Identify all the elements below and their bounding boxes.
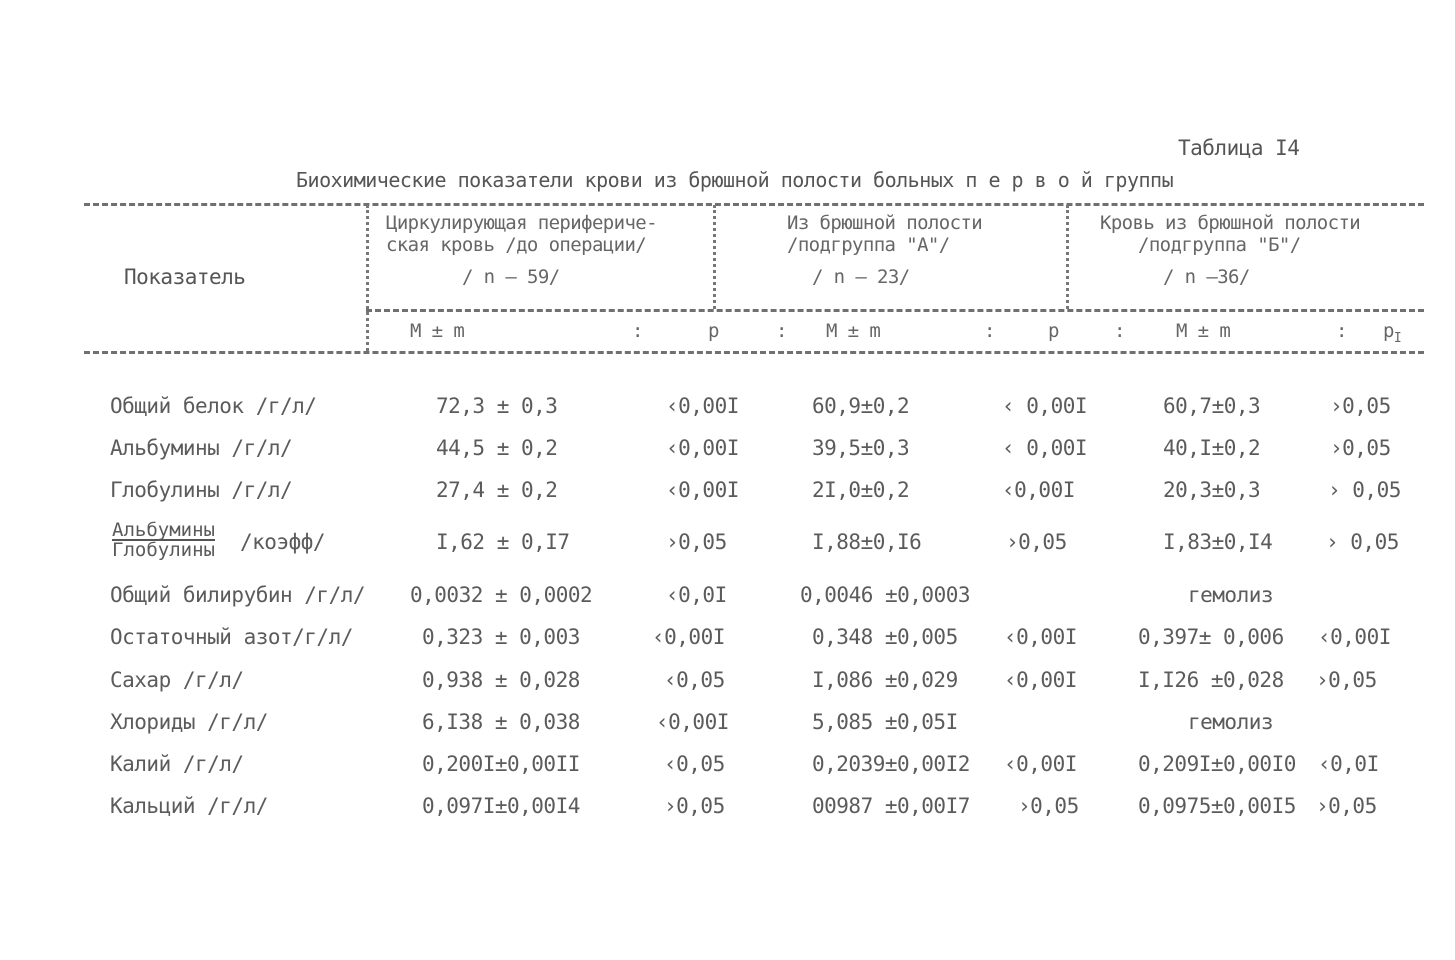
row-3-p3: › 0,05 — [1328, 478, 1401, 502]
row-10-p1: ›0,05 — [664, 794, 725, 818]
row-4-g1: I,62 ± 0,I7 — [436, 530, 570, 554]
row-6-name: Остаточный азот/г/л/ — [110, 625, 353, 649]
row-9-p1: ‹0,05 — [664, 752, 725, 776]
row-7-g3: I,I26 ±0,028 — [1138, 668, 1284, 692]
row-6-p3: ‹0,00I — [1318, 625, 1391, 649]
header-divider-1 — [366, 205, 369, 351]
subheader-sep-4: : — [1114, 320, 1125, 342]
row-6-g3: 0,397± 0,006 — [1138, 625, 1284, 649]
row-9-name: Калий /г/л/ — [110, 752, 244, 776]
row-7-p2: ‹0,00I — [1004, 668, 1077, 692]
row-3-g1: 27,4 ± 0,2 — [436, 478, 558, 502]
row-9-g3: 0,209I±0,00I0 — [1138, 752, 1296, 776]
row-7-g1: 0,938 ± 0,028 — [422, 668, 580, 692]
header-indicator: Показатель — [124, 265, 246, 289]
header-group-2-line2: /подгруппа "А"/ — [787, 234, 950, 256]
row-10-g3: 0,0975±0,00I5 — [1138, 794, 1296, 818]
row-8-g2: 5,085 ±0,05I — [812, 710, 958, 734]
row-1-p2: ‹ 0,00I — [1002, 394, 1088, 418]
row-9-g1: 0,200I±0,00II — [422, 752, 580, 776]
row-5-g2: 0,0046 ±0,0003 — [800, 583, 971, 607]
row-9-g2: 0,2039±0,00I2 — [812, 752, 970, 776]
row-4-name-tail: /коэфф/ — [240, 530, 326, 554]
row-2-p2: ‹ 0,00I — [1002, 436, 1088, 460]
table-title: Биохимические показатели крови из брюшной полости больных п е р в о й группы — [296, 168, 1174, 192]
subheader-p-2: p — [1048, 320, 1059, 342]
row-3-g3: 20,3±0,3 — [1163, 478, 1261, 502]
row-5-name: Общий билирубин /г/л/ — [110, 583, 366, 607]
row-10-p2: ›0,05 — [1018, 794, 1079, 818]
row-7-p1: ‹0,05 — [664, 668, 725, 692]
row-5-p1: ‹0,0I — [666, 583, 727, 607]
header-group-1-n: / n – 59/ — [462, 266, 560, 288]
row-2-g2: 39,5±0,3 — [812, 436, 910, 460]
row-1-p3: ›0,05 — [1330, 394, 1391, 418]
header-group-3-line1: Кровь из брюшной полости — [1100, 212, 1361, 234]
row-2-g3: 40,I±0,2 — [1163, 436, 1261, 460]
row-10-name: Кальций /г/л/ — [110, 794, 268, 818]
header-group-2-n: / n – 23/ — [812, 266, 910, 288]
row-6-g2: 0,348 ±0,005 — [812, 625, 958, 649]
table-label: Таблица I4 — [1178, 136, 1300, 160]
header-bottom-rule — [84, 351, 1424, 354]
header-group-1-line1: Циркулирующая периферичe- — [386, 212, 657, 234]
row-1-g2: 60,9±0,2 — [812, 394, 910, 418]
row-8-p1: ‹0,00I — [656, 710, 729, 734]
row-1-p1: ‹0,00I — [666, 394, 739, 418]
header-group-3-n: / n –36/ — [1163, 266, 1250, 288]
subheader-mm-1: М ± m — [410, 320, 465, 342]
row-4-name-fraction — [112, 521, 215, 559]
row-7-g2: I,086 ±0,029 — [812, 668, 958, 692]
header-group-3-line2: /подгруппа "Б"/ — [1138, 234, 1301, 256]
row-4-p2: ›0,05 — [1006, 530, 1067, 554]
row-4-name-numerator: Альбумины — [112, 519, 215, 541]
row-6-p1: ‹0,00I — [652, 625, 725, 649]
row-3-p1: ‹0,00I — [666, 478, 739, 502]
row-1-g1: 72,3 ± 0,3 — [436, 394, 558, 418]
row-7-p3: ›0,05 — [1316, 668, 1377, 692]
row-8-g1: 6,I38 ± 0,038 — [422, 710, 580, 734]
row-3-name: Глобулины /г/л/ — [110, 478, 293, 502]
row-2-g1: 44,5 ± 0,2 — [436, 436, 558, 460]
row-4-g2: I,88±0,I6 — [812, 530, 922, 554]
row-7-name: Сахар /г/л/ — [110, 668, 244, 692]
subheader-p-1: p — [708, 320, 719, 342]
row-4-p3: › 0,05 — [1326, 530, 1399, 554]
row-1-g3: 60,7±0,3 — [1163, 394, 1261, 418]
row-6-p2: ‹0,00I — [1004, 625, 1077, 649]
row-10-p3: ›0,05 — [1316, 794, 1377, 818]
subheader-p1-sub: I — [1393, 330, 1402, 346]
subheader-p1 — [1383, 320, 1401, 350]
subheader-sep-5: : — [1336, 320, 1347, 342]
subheader-mm-3: М ± m — [1176, 320, 1231, 342]
header-group-2-line1: Из брюшной полости — [787, 212, 983, 234]
row-5-g1: 0,0032 ± 0,0002 — [410, 583, 593, 607]
row-10-g1: 0,097I±0,00I4 — [422, 794, 580, 818]
row-3-g2: 2I,0±0,2 — [812, 478, 910, 502]
row-5-g3: гемолиз — [1188, 583, 1274, 607]
row-8-name: Хлориды /г/л/ — [110, 710, 268, 734]
subheader-sep-3: : — [984, 320, 995, 342]
row-8-g3: гемолиз — [1188, 710, 1274, 734]
subheader-mm-2: М ± m — [826, 320, 881, 342]
row-10-g2: 00987 ±0,00I7 — [812, 794, 970, 818]
header-top-rule — [84, 203, 1424, 206]
row-4-name-denominator: Глобулины — [112, 539, 215, 561]
row-2-p1: ‹0,00I — [666, 436, 739, 460]
subheader-sep-1: : — [632, 320, 643, 342]
row-4-g3: I,83±0,I4 — [1163, 530, 1273, 554]
row-6-g1: 0,323 ± 0,003 — [422, 625, 580, 649]
header-mid-rule — [366, 309, 1424, 312]
row-9-p2: ‹0,00I — [1004, 752, 1077, 776]
row-1-name: Общий белок /г/л/ — [110, 394, 317, 418]
subheader-sep-2: : — [776, 320, 787, 342]
row-9-p3: ‹0,0I — [1318, 752, 1379, 776]
header-divider-3 — [1066, 205, 1069, 309]
row-2-p3: ›0,05 — [1330, 436, 1391, 460]
row-3-p2: ‹0,00I — [1002, 478, 1075, 502]
subheader-p1-letter: p — [1383, 320, 1394, 342]
row-2-name: Альбумины /г/л/ — [110, 436, 293, 460]
header-divider-2 — [713, 205, 716, 309]
header-group-1-line2: ская кровь /до операции/ — [386, 234, 647, 256]
row-4-p1: ›0,05 — [666, 530, 727, 554]
